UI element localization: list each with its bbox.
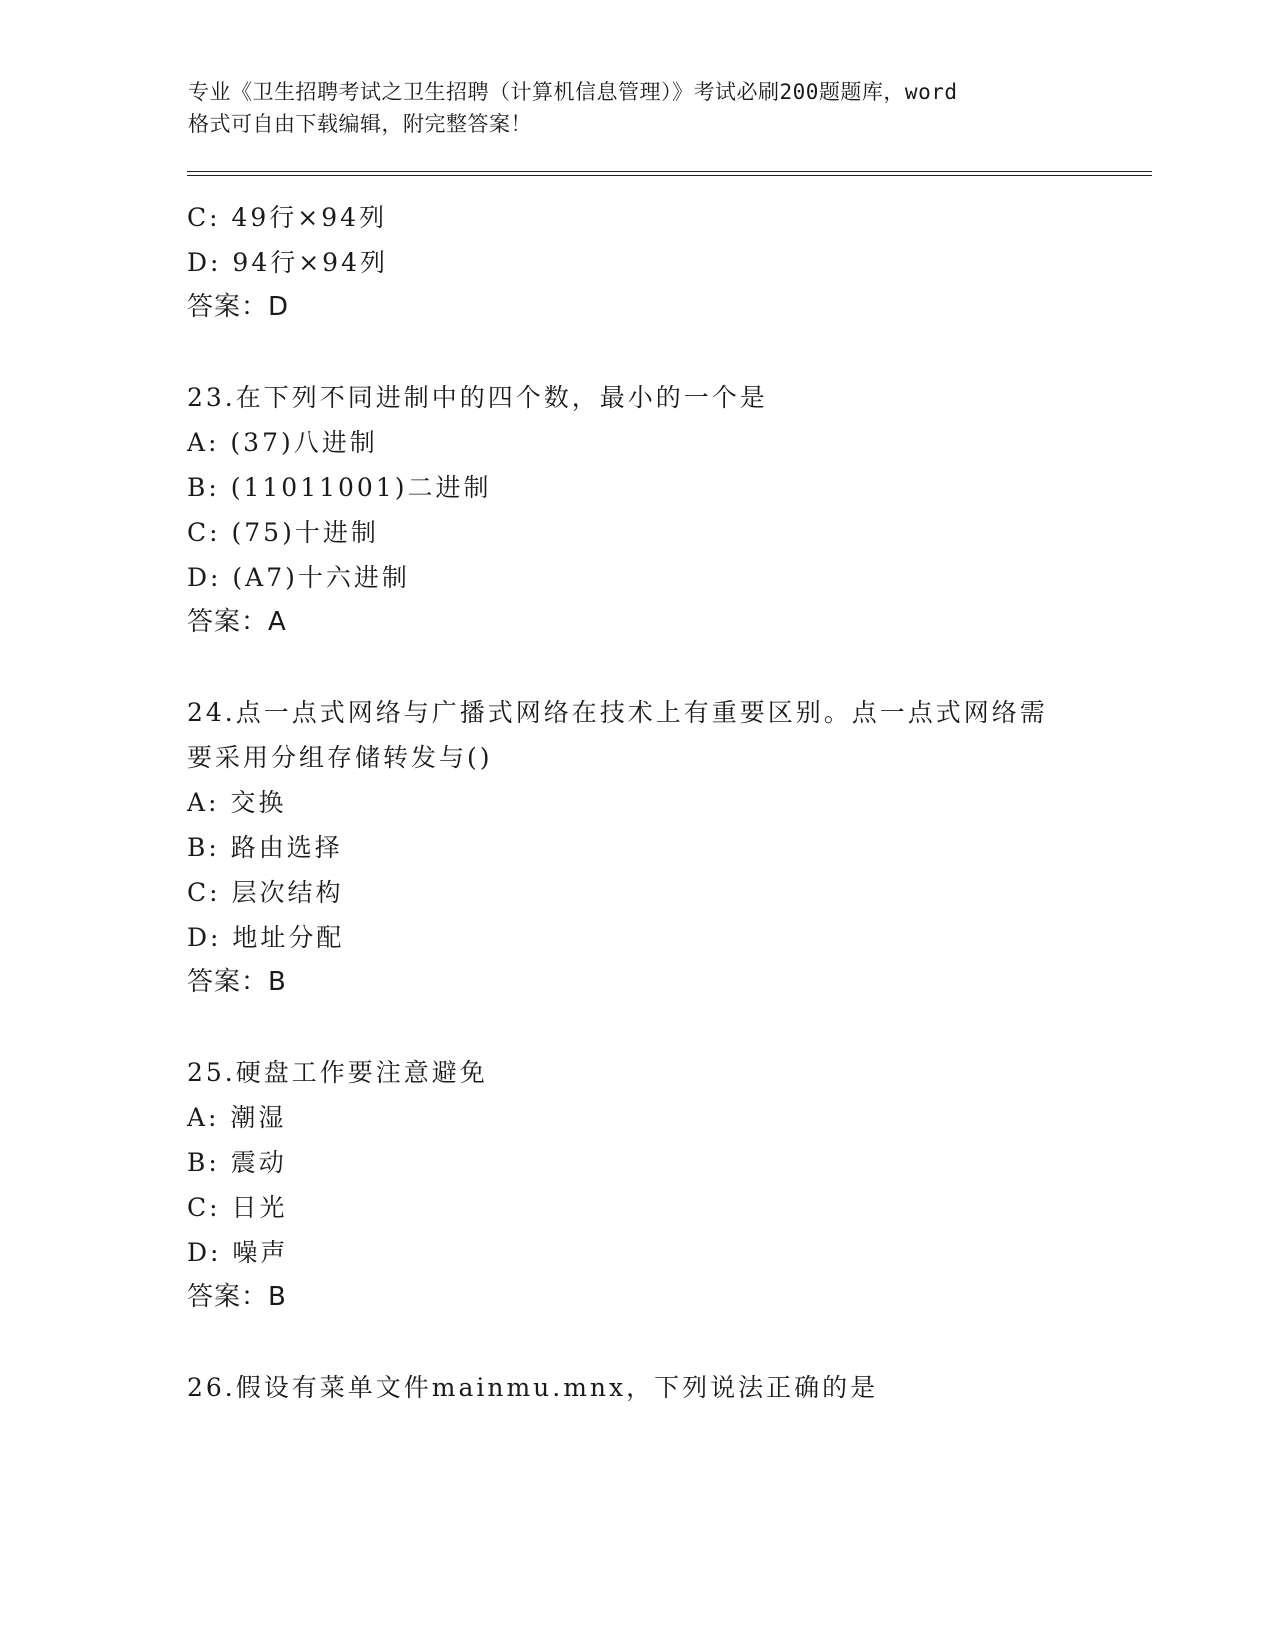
question-stem-line-1: 24.点一点式网络与广播式网络在技术上有重要区别。点一点式网络需 [187,698,1048,727]
question-list [187,195,1087,1410]
spacer [187,1320,1087,1365]
option-c: C: 49行×94列 [187,203,388,232]
option-c: C: (75)十进制 [187,518,379,547]
question-stem: 26.假设有菜单文件mainmu.mnx，下列说法正确的是 [187,1373,879,1402]
option-b: B: 路由选择 [187,833,343,862]
header-rule-bottom [187,175,1152,176]
question-stem: 25.硬盘工作要注意避免 [187,1058,488,1087]
question-26 [187,1365,1087,1410]
question-23 [187,375,1087,645]
spacer [187,645,1087,690]
question-stem-line-2: 要采用分组存储转发与() [187,743,493,772]
option-d: D: 地址分配 [187,923,345,952]
option-d: D: 噪声 [187,1238,289,1267]
question-25 [187,1050,1087,1320]
question-22-continued [187,195,1087,330]
header-rule-top [187,171,1152,172]
question-24 [187,690,1087,1005]
answer-line: 答案：A [187,607,287,637]
document-header [188,76,1108,140]
option-d: D: 94行×94列 [187,248,388,277]
option-d: D: (A7)十六进制 [187,563,410,592]
option-b: B: (11011001)二进制 [187,473,492,502]
option-c: C: 层次结构 [187,878,344,907]
answer-line: 答案：B [187,967,287,997]
header-line-1: 专业《卫生招聘考试之卫生招聘（计算机信息管理）》考试必刷200题题库，word [188,80,958,104]
spacer [187,1005,1087,1050]
option-a: A: 交换 [187,788,287,817]
answer-line: 答案：B [187,1282,287,1312]
question-stem: 23.在下列不同进制中的四个数，最小的一个是 [187,383,768,412]
option-c: C: 日光 [187,1193,288,1222]
option-a: A: (37)八进制 [187,428,378,457]
option-a: A: 潮湿 [187,1103,287,1132]
header-line-2: 格式可自由下载编辑，附完整答案！ [188,112,532,136]
option-b: B: 震动 [187,1148,287,1177]
answer-line: 答案：D [187,292,290,322]
spacer [187,330,1087,375]
